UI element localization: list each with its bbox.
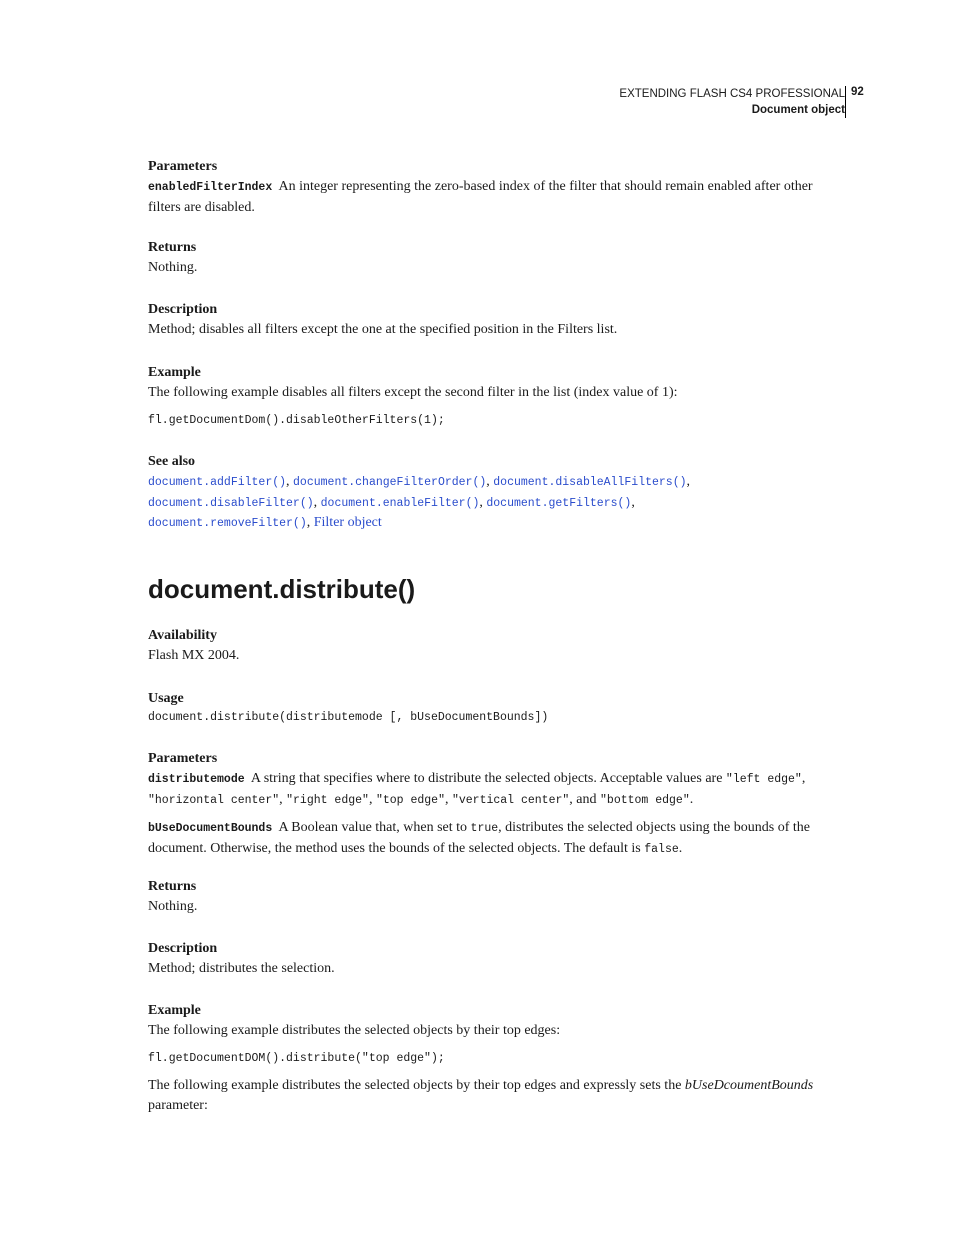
prev-description-text: Method; disables all filters except the one at the specified position in the Filters list. xyxy=(148,322,618,337)
prev-description-section xyxy=(148,300,840,340)
value-top-edge: "top edge" xyxy=(375,794,445,807)
example-text-2 xyxy=(148,1076,840,1116)
example-param-emphasis: bUseDcoumentBounds xyxy=(684,1078,814,1093)
usage-heading: Usage xyxy=(148,691,184,706)
link-disableallfilters[interactable]: document.disableAllFilters() xyxy=(493,476,687,489)
section-name: Document object xyxy=(751,104,845,116)
value-false: false xyxy=(644,843,679,856)
value-right-edge: "right edge" xyxy=(286,794,369,807)
description-heading: Description xyxy=(148,941,218,956)
prev-param-entry xyxy=(148,177,840,218)
prev-description-heading: Description xyxy=(148,302,218,317)
prev-returns-section xyxy=(148,238,840,278)
running-header xyxy=(619,86,845,118)
prev-example-code: fl.getDocumentDom().disableOtherFilters(1); xyxy=(148,414,445,427)
prev-example-text: The following example disables all filters except the second filter in the list (index value of 1): xyxy=(148,385,678,400)
example-heading: Example xyxy=(148,1003,201,1018)
see-also-section xyxy=(148,452,840,534)
availability-heading: Availability xyxy=(148,628,217,643)
availability-section xyxy=(148,626,840,666)
doc-title: EXTENDING FLASH CS4 PROFESSIONAL xyxy=(619,88,845,100)
example-text-2a: The following example distributes the selected objects by their top edges and expressly sets the xyxy=(148,1078,682,1093)
param-name: enabledFilterIndex xyxy=(148,181,273,194)
prev-example-heading: Example xyxy=(148,365,201,380)
availability-text: Flash MX 2004. xyxy=(148,648,240,663)
param-description: A string that specifies where to distribute the selected objects. Acceptable values are xyxy=(250,771,723,786)
description-section xyxy=(148,939,840,979)
value-left-edge: "left edge" xyxy=(725,773,802,786)
see-also-heading: See also xyxy=(148,454,196,469)
param-description: An integer representing the zero-based index of the filter that should remain enabled after other filters are disabled. xyxy=(148,179,813,215)
value-bottom-edge: "bottom edge" xyxy=(600,794,690,807)
usage-section xyxy=(148,689,840,727)
description-text: Method; distributes the selection. xyxy=(148,961,335,976)
param-name: bUseDocumentBounds xyxy=(148,822,273,835)
method-title: document.distribute() xyxy=(148,574,416,604)
link-removefilter[interactable]: document.removeFilter() xyxy=(148,517,307,530)
usage-code: document.distribute(distributemode [, bUseDocumentBounds]) xyxy=(148,711,549,724)
link-disablefilter[interactable]: document.disableFilter() xyxy=(148,496,314,510)
see-also-links: document.addFilter(), document.changeFilterOrder(), document.disableAllFilters(), document.disableFilter(), document.enableFilter(), document.getFilters(), document.removeFilter(), Filter object xyxy=(148,474,690,530)
header-divider xyxy=(845,86,846,118)
link-filter-object[interactable]: Filter object xyxy=(313,515,382,530)
returns-text: Nothing. xyxy=(148,899,198,914)
param-description-cont: , distributes the selected objects using the bounds of the document. Otherwise, the method uses the bounds of the selected objects. The default is xyxy=(148,820,810,856)
param-busedocumentbounds: bUseDocumentBounds A Boolean value that, when set to true, distributes the selected objects using the bounds of the document. Otherwise, the method uses the bounds of the selected objects. The default is false. xyxy=(148,820,810,856)
parameters-section xyxy=(148,749,840,860)
param-description: A Boolean value that, when set to xyxy=(278,820,468,835)
link-changefilterorder[interactable]: document.changeFilterOrder() xyxy=(293,476,487,489)
parameters-heading: Parameters xyxy=(148,751,218,766)
prev-parameters-heading: Parameters xyxy=(148,159,218,174)
and-word: and xyxy=(576,792,597,807)
link-addfilter[interactable]: document.addFilter() xyxy=(148,476,287,489)
example-text-1: The following example distributes the selected objects by their top edges: xyxy=(148,1023,561,1038)
example-code-1: fl.getDocumentDOM().distribute("top edge"); xyxy=(148,1052,445,1065)
returns-heading: Returns xyxy=(148,879,197,894)
value-true: true xyxy=(470,822,499,835)
value-horizontal-center: "horizontal center" xyxy=(148,794,280,807)
param-name: distributemode xyxy=(148,773,245,786)
returns-section xyxy=(148,877,840,917)
link-getfilters[interactable]: document.getFilters() xyxy=(486,496,632,510)
prev-example-section xyxy=(148,363,840,430)
value-vertical-center: "vertical center" xyxy=(451,794,570,807)
param-distributemode: distributemode A string that specifies where to distribute the selected objects. Acceptable values are "left edge", "horizontal center", "right edge", "top edge", "vertical center", and "bottom edge". xyxy=(148,771,806,807)
page-number: 92 xyxy=(851,86,864,98)
prev-returns-text: Nothing. xyxy=(148,260,198,275)
link-enablefilter[interactable]: document.enableFilter() xyxy=(320,496,480,510)
prev-parameters-section xyxy=(148,157,840,218)
example-section xyxy=(148,1001,840,1116)
example-text-2b: parameter: xyxy=(148,1098,208,1113)
prev-returns-heading: Returns xyxy=(148,240,197,255)
